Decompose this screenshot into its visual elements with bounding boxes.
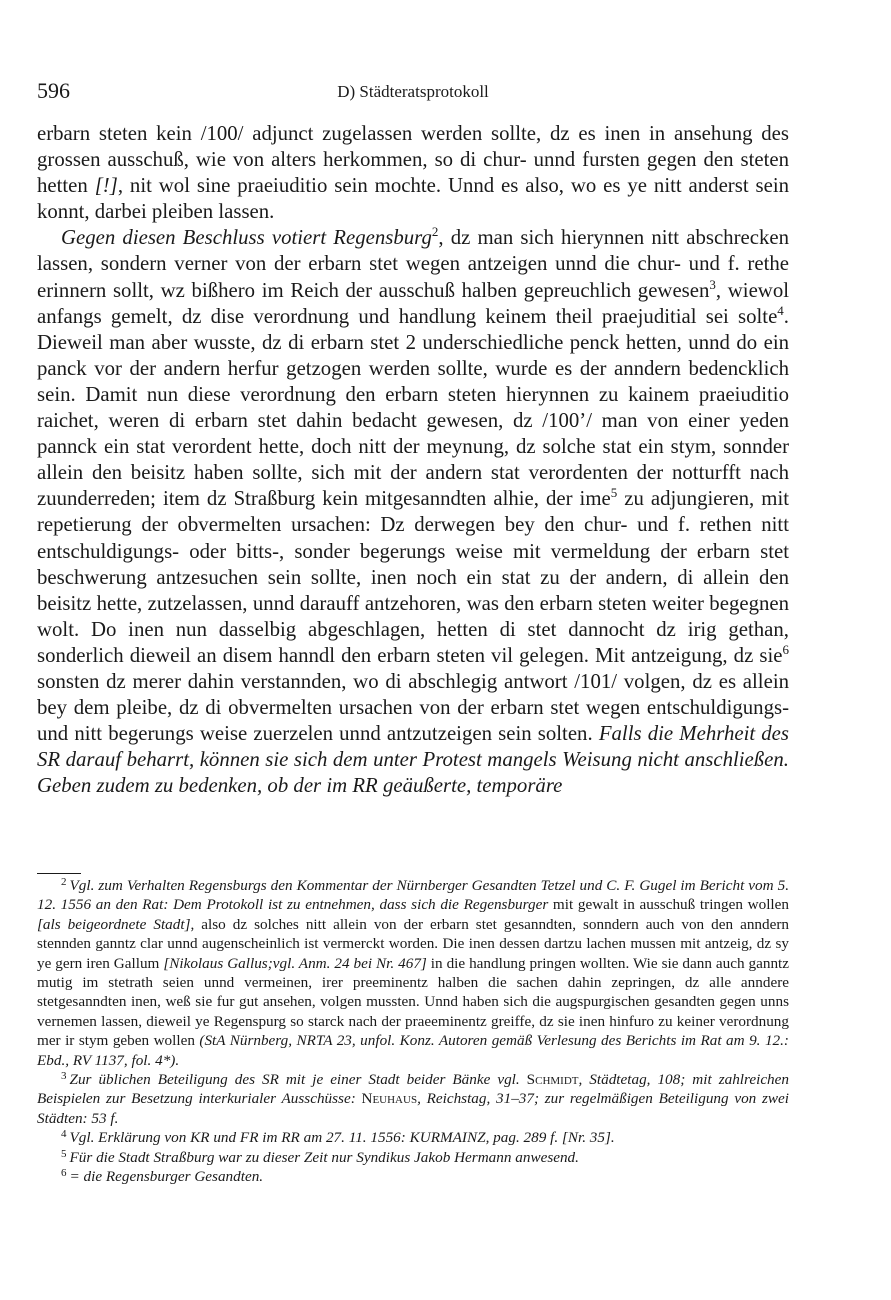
text-run: , also dz solches nitt allein von der erbarn stet gesanndten, sonndern auch von den anndern stennden ganntz clar unnd augenscheinlich ist vermerckt worden. Die inen dessen dartzu lachen mussen mit antzeig, dz sy ye gern iren Gallum [37, 915, 789, 972]
footnote-rule [37, 873, 81, 874]
footnote-marker: 3 [61, 1070, 67, 1083]
text-run: . Dieweil man aber wusste, dz di erbarn stet 2 underschiedliche penck hetten, unnd do ein panck vor der andern herfur getzogen werden sollte, wurde es der anndern bedencklich sein. Damit nun diese verordnung den erbarn steten hierynnen zu kainem praeiuditio raichet, weren di erbarn stet dahin bedacht gewesen, dz /100’/ man von einer yeden pannck ein stat verordent hette, doch nitt der meynung, dz solche stat ein stym, sonnder allein den beisitz haben sollte, sich mit der andern stat verordenten der notturfft nach zuunderreden; item dz Straßburg kein mitgesanndten alhie, der ime [37, 304, 789, 511]
page-number: 596 [37, 78, 70, 103]
text-run: in die handlung pringen wollten. Wie sie dann auch ganntz mutig im stetrath seien unnd vermeinen, irer preeminentz halben die sachen dahin zepringen, dz alle anndere stetgesanndten inen, weß sie fur gut ansehen, volgen mussten. Unnd haben sich die augspurgischen gesandten gegen unns vernemen lassen, dieweil ye Regenspurg so starck nach der praeeminentz greiffe, dz sie inen hinfuro zu keiner verordnung mer ir stym geben wollen [37, 954, 789, 1050]
author-name: Neuhaus [361, 1090, 418, 1108]
footnote-marker: 5 [61, 1147, 67, 1160]
italic-text: Gegen diesen Beschluss votiert Regensburg [61, 226, 432, 250]
italic-text: , Reichstag, 31–37; zur regelmäßigen Beteiligung von zwei Städten: 53 f. [37, 1090, 789, 1127]
footnotes [37, 876, 789, 1187]
italic-text: Vgl. zum Verhalten Regensburgs den Kommentar der Nürnberger Gesandten Tetzel und C. F. Gugel im Bericht vom 5. 12. 1556 an den Rat: Dem Protokoll ist zu entnehmen, dass sich die Regensburger [37, 877, 789, 914]
footnote-marker: 2 [61, 876, 67, 888]
footnote-marker: 6 [61, 1167, 67, 1180]
italic-text: = die Regensburger Gesandten. [69, 1168, 264, 1186]
running-head: D) Städteratsprotokoll [337, 82, 489, 101]
italic-text: [Nikolaus Gallus;vgl. Anm. 24 bei Nr. 467] [163, 954, 427, 972]
italic-text: Vgl. Erklärung von KR und FR im RR am 27. 11. 1556: KURMAINZ, pag. 289 f. [Nr. 35]. [69, 1129, 615, 1147]
author-name: Schmidt [526, 1071, 579, 1089]
footnote-marker: 4 [61, 1128, 67, 1141]
text-run: , nit wol sine praeiuditio sein mochte. Unnd es also, wo es ye nitt anderst sein konnt, darbei pleiben lassen. [37, 174, 789, 224]
main-text [37, 121, 789, 799]
text-run: sonsten dz merer dahin verstannden, wo di abschlegig antwort /101/ volgen, dz es allein bey dem pleibe, dz di obvermelten ursachen von der erbarn stet wegen entschuldigungs- und nitt begerungs weise zuerzelen unnd antzutzeigen sein solten. [37, 669, 789, 746]
footnote-3 [37, 1070, 789, 1128]
italic-text: [als beigeordnete Stadt] [37, 915, 191, 933]
footnote-reference: 4 [777, 302, 784, 318]
footnote-reference: 2 [431, 224, 439, 240]
footnote-2 [37, 876, 789, 1070]
italic-text: [!] [94, 174, 118, 198]
page-header [37, 78, 789, 108]
text-run: erbarn steten kein /100/ adjunct zugelassen werden sollte, dz es inen in ansehung des grossen ausschuß, wie von alters herkommen, so di chur- unnd fursten gegen den steten hetten [37, 122, 789, 198]
footnote-4 [37, 1128, 789, 1147]
text-run: , dz man sich hierynnen nitt abschrecken lassen, sondern verner von der erbarn stet wegen antzeigen unnd die chur- und f. rethe erinnern sollt, wz bißhero im Reich der ausschuß halben gepreuchlich gewesen [37, 226, 789, 302]
footnote-reference: 6 [782, 641, 789, 657]
italic-text: Für die Stadt Straßburg war zu dieser Zeit nur Syndikus Jakob Hermann anwesend. [69, 1148, 579, 1166]
text-run: , wiewol anfangs gemelt, dz dise verordnung und handlung keinem theil praejuditial sei solte [37, 278, 789, 328]
footnote-reference: 3 [709, 276, 716, 292]
italic-text: Zur üblichen Beteiligung des SR mit je einer Stadt beider Bänke vgl. [69, 1071, 527, 1089]
text-run: zu adjungieren, mit repetierung der obvermelten ursachen: Dz derwegen bey den chur- und f. rethen nitt entschuldigungs- oder bitts-, sonder begerungs weise mit vermeldung der erbarn stet beschwerung antzesuchen sein sollte, inen noch ein stat zu der andern, di allein den beisitz hette, zutzelassen, unnd darauff antzehoren, was den erbarn steten weiter begegnen wolt. Do inen nun dasselbig abgeschlagen, hetten di stet dannocht dz irig gethan, sonderlich dieweil an disem hanndl den erbarn steten vil gelegen. Mit antzeigung, dz sie [37, 487, 789, 667]
text-run: mit gewalt in ausschuß tringen wollen [548, 896, 789, 914]
paragraph-1 [37, 121, 789, 225]
footnote-reference: 5 [610, 485, 618, 501]
italic-text: Falls die Mehrheit des SR darauf beharrt, können sie sich dem unter Protest mangels Weisung nicht anschließen. Geben zudem zu bedenken, ob der im RR geäußerte, temporäre [37, 722, 789, 798]
footnote-5 [37, 1148, 789, 1167]
footnote-6 [37, 1167, 789, 1186]
paragraph-2 [37, 225, 789, 799]
italic-text: (StA Nürnberg, NRTA 23, unfol. Konz. Autoren gemäß Verlesung des Berichts im Rat am 9. 12.: Ebd., RV 1137, fol. 4*). [37, 1032, 789, 1069]
italic-text: , Städtetag, 108; mit zahlreichen Beispielen zur Besetzung interkurialer Ausschüsse: [37, 1071, 789, 1108]
